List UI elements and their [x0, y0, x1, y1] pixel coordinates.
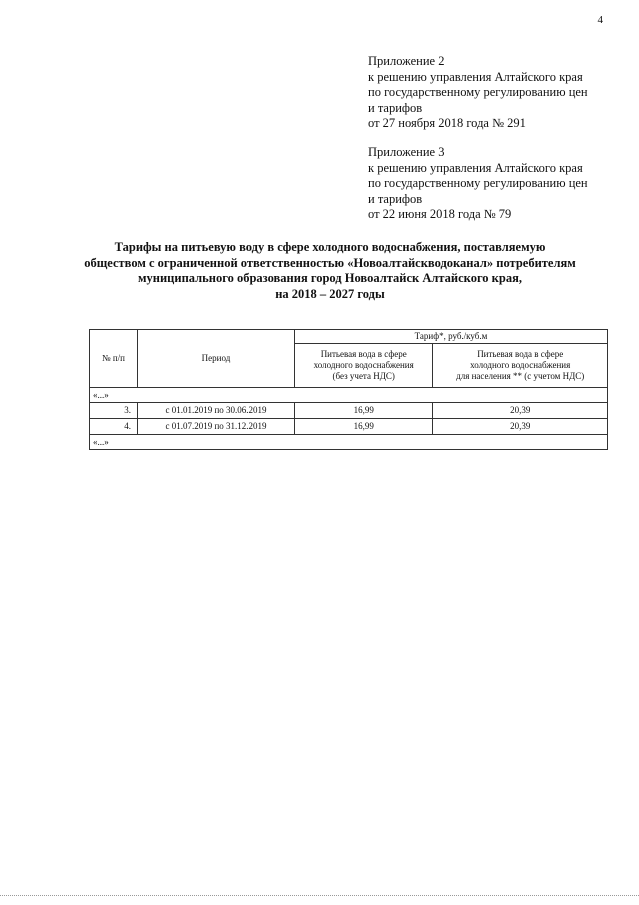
- row-num: 4.: [90, 419, 138, 435]
- table-row: [90, 403, 608, 419]
- header-col1-line: (без учета НДС): [332, 371, 395, 381]
- table-ellipsis-top: «...»: [90, 388, 608, 403]
- header-col-without-vat: [295, 344, 433, 388]
- document-title: [60, 240, 600, 302]
- page-bottom-divider: [0, 895, 639, 896]
- header-num: № п/п: [90, 330, 138, 388]
- appendix-3-block: [368, 145, 588, 223]
- appendix-3-line: по государственному регулированию цен: [368, 176, 588, 190]
- header-col-population: [433, 344, 608, 388]
- header-col2-line: для населения ** (с учетом НДС): [456, 371, 585, 381]
- table-ellipsis-bottom: «...»: [90, 435, 608, 450]
- header-col1-line: холодного водоснабжения: [313, 360, 414, 370]
- header-period: Период: [138, 330, 295, 388]
- appendix-2-line: и тарифов: [368, 100, 423, 115]
- appendix-2-line: к решению управления Алтайского края: [368, 69, 583, 84]
- appendix-3-line: от 22 июня 2018 года № 79: [368, 207, 512, 221]
- title-line: Тарифы на питьевую воду в сфере холодного водоснабжения, поставляемую: [114, 240, 546, 254]
- appendix-2-line: от 27 ноября 2018 года № 291: [368, 116, 526, 130]
- table-row: [90, 419, 608, 435]
- row-value-without-vat: 16,99: [295, 403, 433, 419]
- title-line: на 2018 – 2027 годы: [275, 286, 385, 301]
- appendix-2-line: Приложение 2: [368, 54, 445, 68]
- row-period: с 01.07.2019 по 31.12.2019: [138, 419, 295, 435]
- appendix-2-block: [368, 54, 588, 132]
- tariff-table: [89, 329, 608, 450]
- row-num: 3.: [90, 403, 138, 419]
- header-col1-line: Питьевая вода в сфере: [320, 349, 407, 359]
- header-col2-line: холодного водоснабжения: [470, 360, 571, 370]
- appendix-3-line: Приложение 3: [368, 145, 445, 159]
- title-line: муниципального образования город Новоалтайск Алтайского края,: [138, 271, 522, 285]
- header-col2-line: Питьевая вода в сфере: [477, 349, 564, 359]
- title-line: обществом с ограниченной ответственностью «Новоалтайскводоканал» потребителям: [84, 255, 576, 270]
- appendix-2-line: по государственному регулированию цен: [368, 85, 588, 99]
- row-value-population: 20,39: [433, 419, 608, 435]
- appendix-3-line: к решению управления Алтайского края: [368, 160, 583, 175]
- row-value-population: 20,39: [433, 403, 608, 419]
- row-period: с 01.01.2019 по 30.06.2019: [138, 403, 295, 419]
- header-tariff: Тариф*, руб./куб.м: [295, 330, 608, 344]
- page-number: 4: [597, 14, 603, 26]
- row-value-without-vat: 16,99: [295, 419, 433, 435]
- appendix-3-line: и тарифов: [368, 191, 423, 206]
